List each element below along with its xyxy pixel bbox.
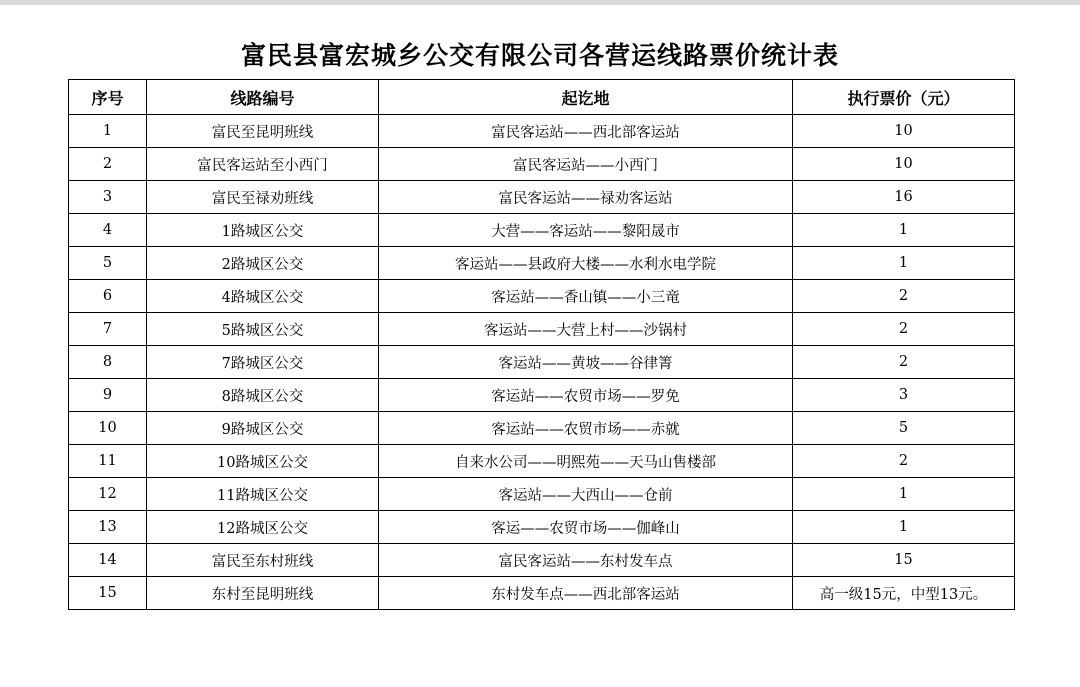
- cell-stops: 大营——客运站——黎阳晟市: [379, 214, 793, 247]
- header-fare: 执行票价（元）: [793, 80, 1015, 115]
- cell-no: 11: [69, 445, 147, 478]
- cell-fare: 10: [793, 115, 1015, 148]
- cell-fare: 1: [793, 478, 1015, 511]
- header-route: 线路编号: [147, 80, 379, 115]
- table-row: [69, 577, 1015, 610]
- cell-fare: 2: [793, 445, 1015, 478]
- cell-route: 富民客运站至小西门: [147, 148, 379, 181]
- table-row: [69, 544, 1015, 577]
- cell-stops: 客运站——黄坡——谷律箐: [379, 346, 793, 379]
- cell-route: 5路城区公交: [147, 313, 379, 346]
- table-row: [69, 412, 1015, 445]
- fare-table: [68, 79, 1015, 610]
- header-stops: 起讫地: [379, 80, 793, 115]
- cell-fare: 1: [793, 247, 1015, 280]
- cell-route: 10路城区公交: [147, 445, 379, 478]
- cell-no: 12: [69, 478, 147, 511]
- cell-route: 9路城区公交: [147, 412, 379, 445]
- cell-fare: 2: [793, 346, 1015, 379]
- cell-stops: 客运站——农贸市场——罗免: [379, 379, 793, 412]
- cell-no: 13: [69, 511, 147, 544]
- cell-stops: 富民客运站——禄劝客运站: [379, 181, 793, 214]
- table-body: [69, 115, 1015, 610]
- cell-no: 4: [69, 214, 147, 247]
- cell-route: 富民至昆明班线: [147, 115, 379, 148]
- cell-route: 12路城区公交: [147, 511, 379, 544]
- cell-fare: 2: [793, 280, 1015, 313]
- cell-no: 8: [69, 346, 147, 379]
- table-row: [69, 115, 1015, 148]
- cell-no: 2: [69, 148, 147, 181]
- cell-fare: 1: [793, 214, 1015, 247]
- cell-route: 富民至东村班线: [147, 544, 379, 577]
- cell-stops: 富民客运站——东村发车点: [379, 544, 793, 577]
- table-row: [69, 511, 1015, 544]
- cell-stops: 客运站——农贸市场——赤就: [379, 412, 793, 445]
- cell-fare: 10: [793, 148, 1015, 181]
- table-row: [69, 280, 1015, 313]
- cell-fare: 高一级15元，中型13元。: [793, 577, 1015, 610]
- cell-no: 5: [69, 247, 147, 280]
- cell-route: 1路城区公交: [147, 214, 379, 247]
- table-header-row: [69, 80, 1015, 115]
- header-no: 序号: [69, 80, 147, 115]
- cell-stops: 富民客运站——西北部客运站: [379, 115, 793, 148]
- cell-no: 14: [69, 544, 147, 577]
- cell-fare: 3: [793, 379, 1015, 412]
- cell-fare: 1: [793, 511, 1015, 544]
- top-divider: [0, 0, 1080, 5]
- cell-stops: 客运站——香山镇——小三竜: [379, 280, 793, 313]
- cell-route: 7路城区公交: [147, 346, 379, 379]
- cell-fare: 5: [793, 412, 1015, 445]
- table-row: [69, 148, 1015, 181]
- cell-route: 东村至昆明班线: [147, 577, 379, 610]
- table-row: [69, 247, 1015, 280]
- cell-stops: 客运站——县政府大楼——水利水电学院: [379, 247, 793, 280]
- table-row: [69, 214, 1015, 247]
- cell-stops: 自来水公司——明熙苑——天马山售楼部: [379, 445, 793, 478]
- cell-fare: 2: [793, 313, 1015, 346]
- cell-no: 3: [69, 181, 147, 214]
- cell-route: 11路城区公交: [147, 478, 379, 511]
- table-row: [69, 379, 1015, 412]
- cell-stops: 客运站——大西山——仓前: [379, 478, 793, 511]
- cell-route: 2路城区公交: [147, 247, 379, 280]
- cell-fare: 16: [793, 181, 1015, 214]
- cell-stops: 客运——农贸市场——伽峰山: [379, 511, 793, 544]
- cell-no: 6: [69, 280, 147, 313]
- page-title: 富民县富宏城乡公交有限公司各营运线路票价统计表: [240, 41, 839, 70]
- cell-stops: 东村发车点——西北部客运站: [379, 577, 793, 610]
- table-row: [69, 478, 1015, 511]
- cell-no: 9: [69, 379, 147, 412]
- cell-no: 7: [69, 313, 147, 346]
- table-row: [69, 346, 1015, 379]
- table-row: [69, 445, 1015, 478]
- cell-route: 4路城区公交: [147, 280, 379, 313]
- cell-no: 15: [69, 577, 147, 610]
- table-row: [69, 181, 1015, 214]
- cell-stops: 富民客运站——小西门: [379, 148, 793, 181]
- table-row: [69, 313, 1015, 346]
- cell-route: 富民至禄劝班线: [147, 181, 379, 214]
- cell-fare: 15: [793, 544, 1015, 577]
- cell-no: 10: [69, 412, 147, 445]
- cell-no: 1: [69, 115, 147, 148]
- cell-stops: 客运站——大营上村——沙锅村: [379, 313, 793, 346]
- cell-route: 8路城区公交: [147, 379, 379, 412]
